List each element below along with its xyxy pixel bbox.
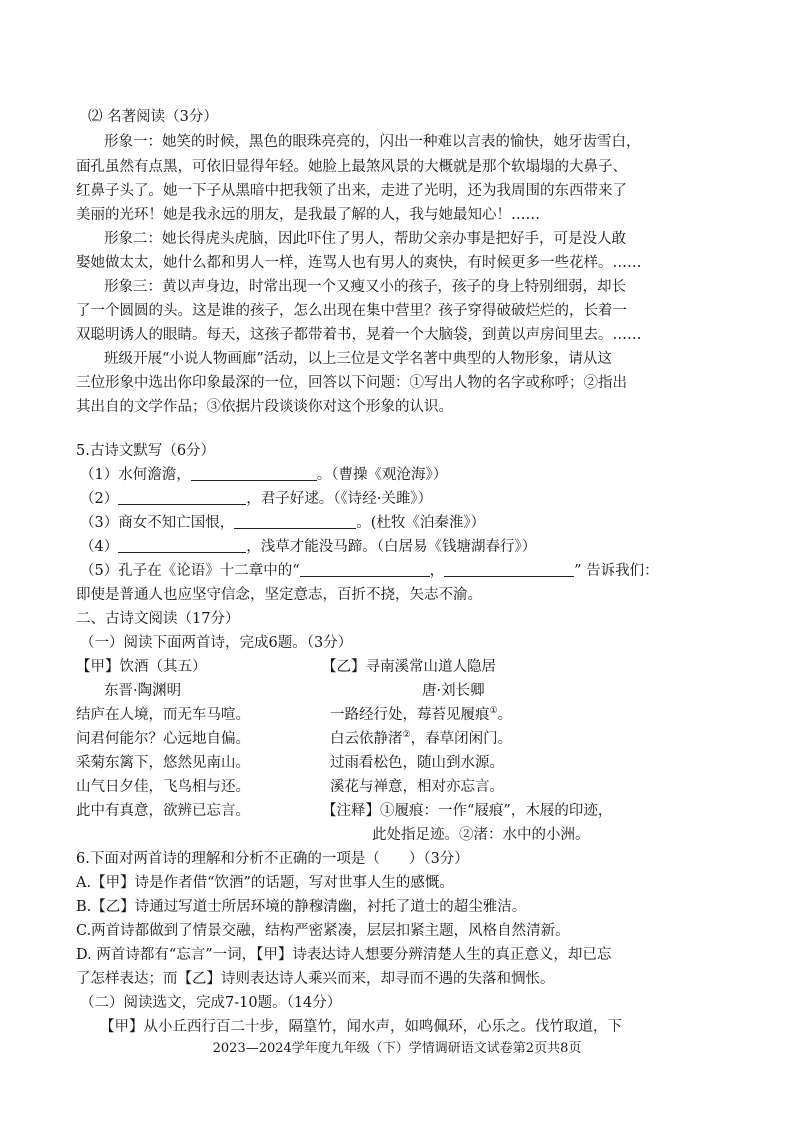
poem-a-line: 问君何能尔？心远地自偏。 <box>76 731 250 747</box>
image1-line4: 美丽的光环！她是我永远的朋友，是我最了解的人，我与她最知心！…… <box>76 207 540 223</box>
image1-line3: 红鼻子头了。她一下子从黑暗中把我领了出来，走进了光明，还为我周围的东西带来了 <box>76 183 627 199</box>
image2-line1: 形象二：她长得虎头虎脑，因此吓住了男人，帮助父亲办事是把好手，可是没人敢 <box>104 231 626 247</box>
poem-a-line: 采菊东篱下，悠然见南山。 <box>76 755 250 771</box>
q5-item2-text-a: （2） <box>80 491 119 507</box>
q5-item4-text-b: ，浅草才能没马蹄。（白居易《钱塘湖春行》） <box>246 539 537 555</box>
sec2-sub2: （二）阅读选文，完成7-10题。（14分） <box>80 995 342 1011</box>
image3-line1: 形象三：黄以声身边，时常出现一个又瘦又小的孩子，孩子的身上特别细弱，却长 <box>104 279 626 295</box>
image1-line1: 形象一：她笑的时候，黑色的眼珠亮亮的，闪出一种难以言表的愉快，她牙齿雪白， <box>104 134 641 150</box>
poem-b-line2-text-b: ，春草闭闲门。 <box>410 731 513 747</box>
poem-b-line1-punct: 。 <box>497 707 513 723</box>
q5-item5-explanation: 即使是普通人也应坚守信念，坚定意志，百折不挠，矢志不渝。 <box>76 587 482 603</box>
q5-item2-text-b: ，君子好逑。（《诗经·关雎》） <box>246 491 433 507</box>
sec2-heading: 二、古诗文阅读（17分） <box>76 611 240 627</box>
sec2-sub1: （一）阅读下面两首诗，完成6题。（3分） <box>80 635 353 651</box>
image2-line2: 娶她做太太，她什么都和男人一样，连骂人也有男人的爽快，有时候更多一些花样。…… <box>76 255 642 271</box>
q5-item1 <box>80 464 447 486</box>
blank-line[interactable] <box>118 488 246 505</box>
image3-line3: 双聪明诱人的眼睛。每天，这孩子都带着书，晃着一个大脑袋，到黄以声房间里去。…… <box>76 327 642 343</box>
poem-b-note-cont: 此处指足迹。②渚：水中的小洲。 <box>372 827 590 843</box>
image1-line2: 面孔虽然有点黑，可依旧显得年轻。她脸上最煞风景的大概就是那个软塌塌的大鼻子、 <box>76 159 627 175</box>
note-marker: ② <box>402 730 411 741</box>
q6-option-a[interactable]: A.【甲】诗是作者借“饮酒”的话题，写对世事人生的感慨。 <box>76 875 454 891</box>
q5-item5-text-b: ， <box>429 563 445 579</box>
poem-a-author: 东晋·陶渊明 <box>104 683 182 699</box>
note-marker: ① <box>489 706 498 717</box>
q5-item1-text-b: 。（曹操《观沧海》） <box>316 467 448 483</box>
q5-item4-text-a: （4） <box>80 539 119 555</box>
q5-heading: 5.古诗文默写（6分） <box>76 443 216 459</box>
q6-stem: 6.下面对两首诗的理解和分析不正确的一项是（ ）（3分） <box>76 851 469 867</box>
poem-a-line: 山气日夕佳，飞鸟相与还。 <box>76 779 250 795</box>
blank-line[interactable] <box>234 512 356 529</box>
q5-item5 <box>80 560 659 582</box>
activity-line1: 班级开展“小说人物画廊”活动，以上三位是文学名著中典型的人物形象，请从这 <box>104 351 612 367</box>
poem-b-line1-text: 一路经行处，莓苔见履痕 <box>330 707 490 723</box>
poem-b-note: 【注释】①履痕：一作“屐痕”，木屐的印迹， <box>322 803 613 819</box>
q5-item2 <box>80 488 432 510</box>
poem-b-line <box>330 728 512 750</box>
activity-line2: 三位形象中选出你印象最深的一位，回答以下问题：①写出人物的名字或称呼；②指出 <box>76 375 627 391</box>
poem-b-line2-text-a: 白云依静渚 <box>330 731 403 747</box>
q5-item3-text-b: 。(杜牧《泊秦淮》） <box>356 515 486 531</box>
poem-b-line: 过雨看松色，随山到水源。 <box>330 755 504 771</box>
q5-item5-text-a: （5）孔子在《论语》十二章中的“ <box>80 563 300 579</box>
poem-a-line: 此中有真意，欲辨已忘言。 <box>76 803 250 819</box>
q5-item3-text-a: （3）商女不知亡国恨， <box>80 515 235 531</box>
poem-a-title: 【甲】饮酒（其五） <box>76 659 207 675</box>
q5-item5-text-c: ” 告诉我们： <box>574 563 659 579</box>
q6-option-d[interactable]: D. 两首诗都有“忘言”一词，【甲】诗表达诗人想要分辨清楚人生的真正意义，却已忘 <box>76 947 612 963</box>
blank-line[interactable] <box>191 464 317 481</box>
poem-b-title: 【乙】寻南溪常山道人隐居 <box>322 659 496 675</box>
blank-line[interactable] <box>444 560 574 577</box>
poem-a-line: 结庐在人境，而无车马喧。 <box>76 707 250 723</box>
q6-option-b[interactable]: B.【乙】诗通过写道士所居环境的静穆清幽，衬托了道士的超尘雅洁。 <box>76 899 527 915</box>
poem-b-author: 唐·刘长卿 <box>422 683 485 699</box>
text-a-line1: 【甲】从小丘西行百二十步，隔篁竹，闻水声，如鸣佩环，心乐之。伐竹取道，下 <box>100 1019 622 1035</box>
q4-2-heading: ⑵ 名著阅读（3分） <box>88 109 218 125</box>
activity-line3: 其出自的文学作品；③依据片段谈谈你对这个形象的认识。 <box>76 399 453 415</box>
blank-line[interactable] <box>300 560 430 577</box>
page-footer: 2023—2024学年度九年级（下）学情调研语文试卷第2页共8页 <box>212 1041 582 1056</box>
q5-item3 <box>80 512 485 534</box>
q6-option-c[interactable]: C.两首诗都做到了情景交融，结构严密紧凑，层层扣紧主题，风格自然清新。 <box>76 923 570 939</box>
q5-item1-text-a: （1）水何澹澹， <box>80 467 191 483</box>
q6-option-d-cont: 了怎样表达；而【乙】诗则表达诗人乘兴而来，却寻而不遇的失落和惆怅。 <box>76 971 555 987</box>
q5-item4 <box>80 536 536 558</box>
image3-line2: 了一个圆圆的头。这是谁的孩子，怎么出现在集中营里？孩子穿得破破烂烂的，长着一 <box>76 303 627 319</box>
blank-line[interactable] <box>118 536 246 553</box>
poem-b-line <box>330 704 512 726</box>
poem-b-line: 溪花与禅意，相对亦忘言。 <box>330 779 504 795</box>
